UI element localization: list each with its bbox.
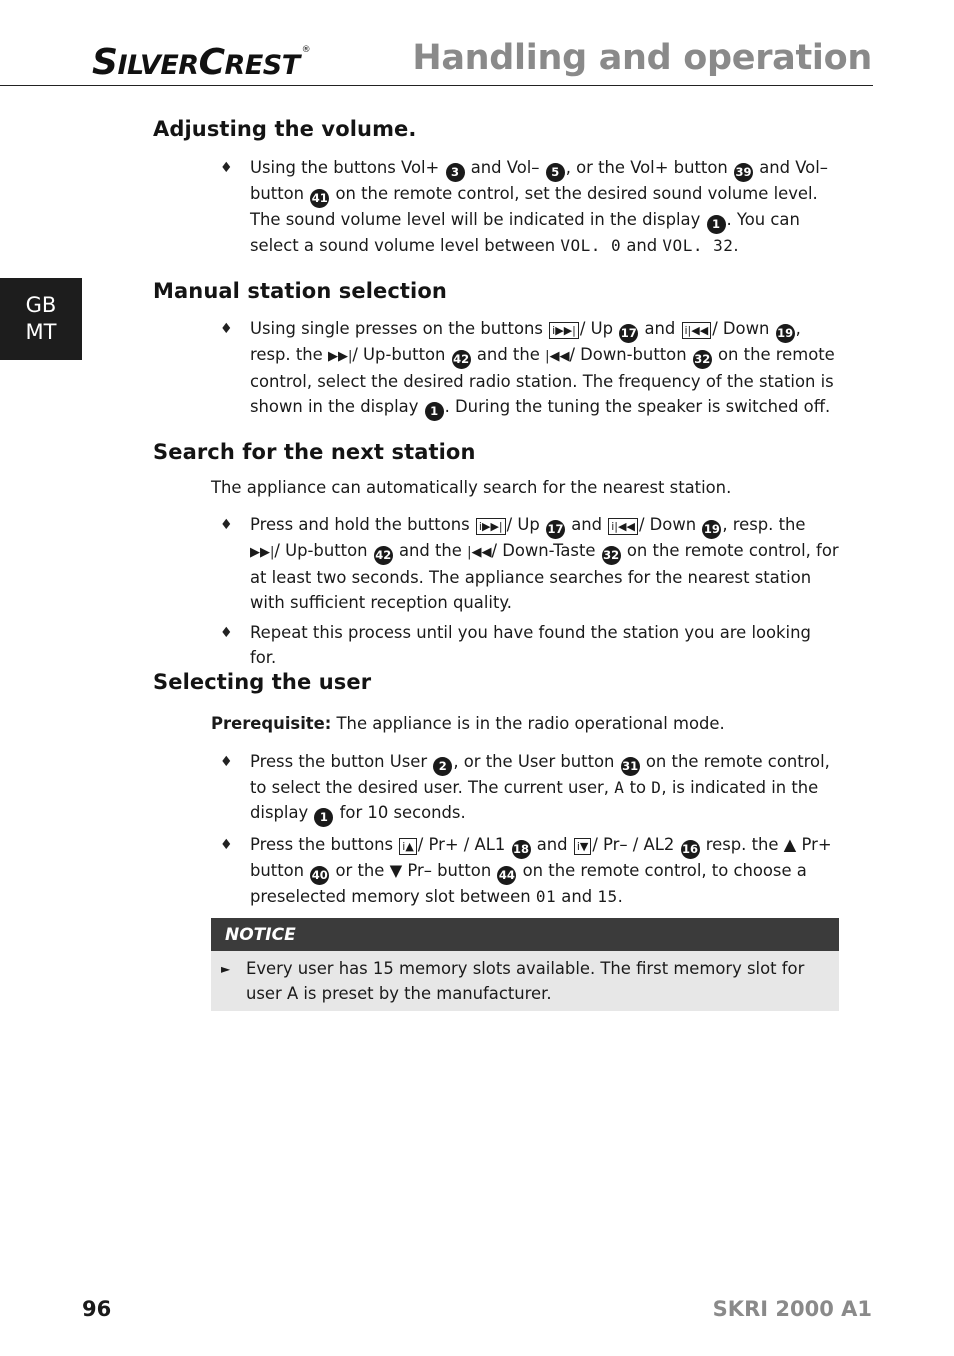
diamond-bullet-icon: ♦ xyxy=(220,517,233,533)
preset-down-key-icon: i▼ xyxy=(574,838,592,855)
brand-logo: SILVERCREST ® xyxy=(92,42,311,83)
section-heading-manual: Manual station selection xyxy=(153,279,447,303)
reference-number: 19 xyxy=(776,324,795,343)
reference-number: 17 xyxy=(546,520,565,539)
reference-number: 5 xyxy=(546,163,565,182)
reference-number: 39 xyxy=(734,163,753,182)
diamond-bullet-icon: ♦ xyxy=(220,754,233,770)
model-name: SKRI 2000 A1 xyxy=(712,1297,872,1321)
header-divider xyxy=(0,85,873,86)
language-code-gb: GB xyxy=(25,293,57,317)
reference-number: 42 xyxy=(374,546,393,565)
skip-back-icon: |◀◀ xyxy=(545,349,570,364)
notice-body xyxy=(211,951,839,1007)
lcd-text: 15 xyxy=(597,887,618,906)
lcd-text: VOL. 32 xyxy=(662,236,734,255)
diamond-bullet-icon: ♦ xyxy=(220,321,233,337)
bullet-text: Press and hold the buttons i▶▶| / Up 17 and i|◀◀ / Down 19 , resp. the ▶▶|/ Up-button 42 and the |◀◀/ Down-Taste 32 on the remote control, for at least two seconds. The appliance searches for the nearest station with sufficient reception quality. xyxy=(250,515,839,612)
skip-forward-key-icon: i▶▶| xyxy=(476,518,506,535)
prerequisite-text: Prerequisite: The appliance is in the radio operational mode. xyxy=(211,714,725,733)
intro-text: The appliance can automatically search for the nearest station. xyxy=(211,478,732,497)
reference-number: 2 xyxy=(433,757,452,776)
reference-number: 32 xyxy=(602,546,621,565)
reference-number: 42 xyxy=(452,350,471,369)
language-code-mt: MT xyxy=(25,320,57,344)
lcd-text: 01 xyxy=(535,887,557,906)
reference-number: 32 xyxy=(693,350,712,369)
reference-number: 3 xyxy=(446,163,465,182)
skip-back-icon: |◀◀ xyxy=(467,545,492,560)
reference-number: 16 xyxy=(681,840,700,859)
reference-number: 41 xyxy=(310,189,329,208)
bullet-text: Repeat this process until you have found the station you are looking for. xyxy=(250,623,811,667)
bullet-text: Press the buttons i▲ / Pr+ / AL1 18 and i▼ / Pr– / AL2 16 resp. the ▲ Pr+ button 40 or the ▼ Pr– button 44 on the remote control, to choose a preselected memory slot between 01 and 15. xyxy=(250,835,832,906)
skip-back-key-icon: i|◀◀ xyxy=(682,322,712,339)
reference-number: 18 xyxy=(512,840,531,859)
reference-number: 1 xyxy=(707,215,726,234)
reference-number: 1 xyxy=(425,402,444,421)
notice-text: Every user has 15 memory slots available. The first memory slot for user A is preset by the manufacturer. xyxy=(246,959,805,1003)
reference-number: 40 xyxy=(310,866,329,885)
reference-number: 1 xyxy=(314,808,333,827)
section-heading-volume: Adjusting the volume. xyxy=(153,117,417,141)
bullet-text: Using the buttons Vol+ 3 and Vol– 5 , or the Vol+ button 39 and Vol– button 41 on the remote control, set the desired sound volume level. The sound volume level will be indicated in the display 1 . You can select a sound volume level between VOL. 0 and VOL. 32. xyxy=(250,158,828,255)
notice-box xyxy=(211,918,839,1011)
diamond-bullet-icon: ♦ xyxy=(220,837,233,853)
skip-forward-key-icon: i▶▶| xyxy=(549,322,579,339)
reference-number: 31 xyxy=(621,757,640,776)
skip-back-key-icon: i|◀◀ xyxy=(608,518,638,535)
page-number: 96 xyxy=(82,1297,112,1321)
reference-number: 17 xyxy=(619,324,638,343)
lcd-text: VOL. 0 xyxy=(560,236,622,255)
arrow-right-icon: ► xyxy=(221,962,231,976)
section-heading-user: Selecting the user xyxy=(153,670,372,694)
reference-number: 19 xyxy=(702,520,721,539)
language-tab xyxy=(0,278,82,360)
section-heading-search: Search for the next station xyxy=(153,440,476,464)
reference-number: 44 xyxy=(497,866,516,885)
diamond-bullet-icon: ♦ xyxy=(220,160,233,176)
lcd-text: D xyxy=(651,778,662,797)
bullet-text: Using single presses on the buttons i▶▶| / Up 17 and i|◀◀ / Down 19 , resp. the ▶▶|/ Up-button 42 and the |◀◀/ Down-button 32 on the remote control, select the desired radio station. The frequency of the station is shown in the display 1 . During the tuning the speaker is switched off. xyxy=(250,317,840,421)
page-title: Handling and operation xyxy=(412,38,872,78)
lcd-text: A xyxy=(614,778,625,797)
bullet-text: Press the button User 2 , or the User button 31 on the remote control, to select the desired user. The current user, A to D, is indicated in the display 1 for 10 seconds. xyxy=(250,750,840,827)
diamond-bullet-icon: ♦ xyxy=(220,625,233,641)
skip-forward-icon: ▶▶| xyxy=(327,349,353,364)
skip-forward-icon: ▶▶| xyxy=(250,545,275,560)
notice-title: NOTICE xyxy=(211,918,839,951)
preset-up-key-icon: i▲ xyxy=(399,838,417,855)
